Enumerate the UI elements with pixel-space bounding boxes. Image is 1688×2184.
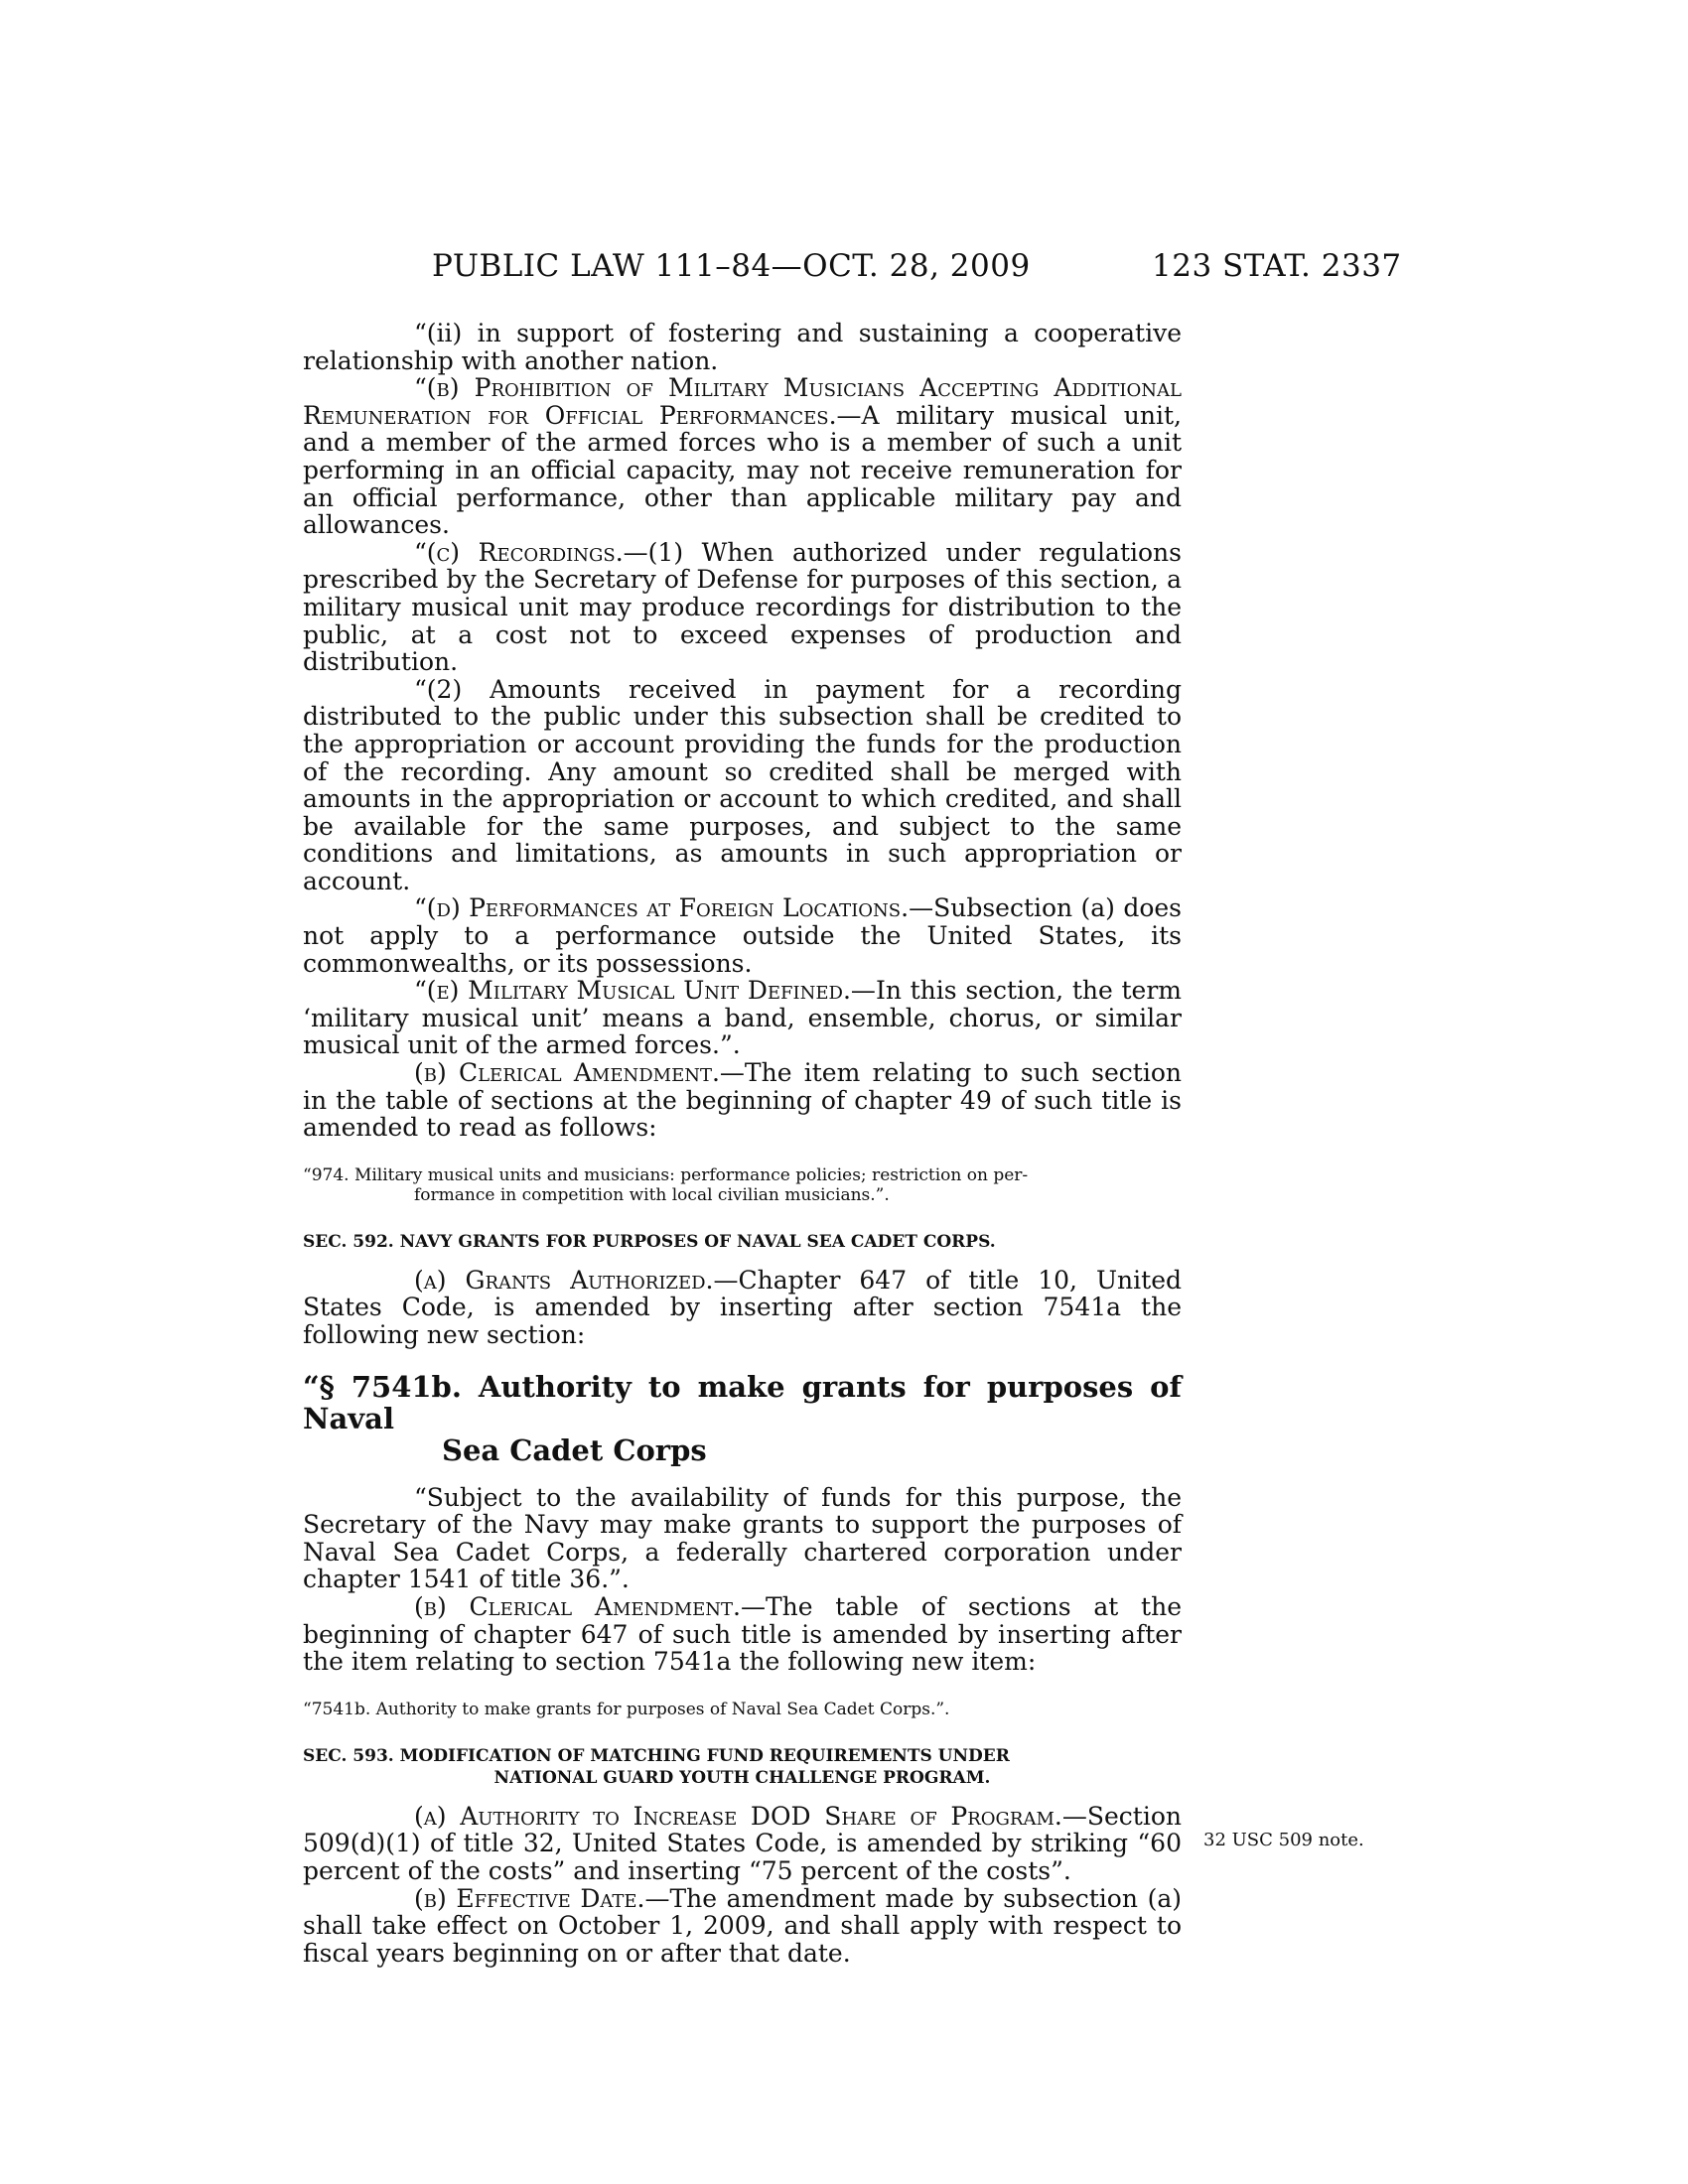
section-7541b-heading — [303, 1371, 1182, 1466]
paragraph-592-b — [303, 1593, 1182, 1676]
table-item-line: formance in competition with local civilian musicians.”. — [414, 1184, 890, 1205]
subsection-heading: (b) Clerical Amendment.— — [414, 1058, 745, 1088]
paragraph-593-a — [303, 1803, 1182, 1885]
subsection-heading: (a) Authority to Increase DOD Share of Program.— — [414, 1801, 1087, 1831]
section-heading-line: “§ 7541b. Authority to make grants for purposes of Naval — [303, 1369, 1182, 1435]
paragraph-b-clerical — [303, 1059, 1182, 1142]
subsection-heading: (b) Effective Date.— — [414, 1883, 670, 1913]
subsection-heading: “(e) Military Musical Unit Defined.— — [414, 976, 876, 1006]
subsection-text: (1) When authorized under regulations prescribed by the Secretary of Defense for purposes of this section, a military musical unit may produce recordings for distribution to the public, at a cost not to exceed expenses of production and distribution. — [303, 537, 1182, 677]
subsection-text: The table of sections at the beginning of chapter 647 of such title is amended by inserting after the item relating to section 7541a the following new item: — [303, 1591, 1182, 1677]
paragraph-b-prohibition — [303, 374, 1182, 539]
section-heading-line: Sea Cadet Corps — [442, 1433, 707, 1467]
paragraph-d-foreign — [303, 894, 1182, 977]
margin-note: 32 USC 509 note. — [1203, 1830, 1364, 1850]
subsection-text: Chapter 647 of title 10, United States Code, is amended by inserting after section 7541a the following new section: — [303, 1265, 1182, 1349]
running-header-title: PUBLIC LAW 111–84—OCT. 28, 2009 — [432, 248, 1031, 284]
subsection-heading: (a) Grants Authorized.— — [414, 1265, 739, 1295]
table-item-7541b: “7541b. Authority to make grants for purposes of Naval Sea Cadet Corps.”. — [303, 1699, 950, 1719]
page-body — [303, 320, 1182, 1967]
table-item-974 — [303, 1165, 1182, 1205]
paragraph-c2: “(2) Amounts received in payment for a recording distributed to the public under this subsection shall be credited to the appropriation or account providing the funds for the production of the recording. Any amount so credited shall be merged with amounts in the appropriation or account to which credited, and shall be available for the same purposes, and subject to the same conditions and limitations, as amounts in such appropriation or account. — [303, 674, 1182, 895]
section-heading-line: NATIONAL GUARD YOUTH CHALLENGE PROGRAM. — [493, 1767, 991, 1788]
paragraph-592-a — [303, 1267, 1182, 1349]
paragraph-c-recordings — [303, 539, 1182, 676]
subsection-text: Section 509(d)(1) of title 32, United States Code, is amended by striking “60 percent of the costs” and inserting “75 percent of the costs”. — [303, 1801, 1182, 1885]
paragraph-ii: “(ii) in support of fostering and sustaining a cooperative relationship with another nation. — [303, 319, 1182, 375]
subsection-text: The amendment made by subsection (a) shall take effect on October 1, 2009, and shall apply with respect to fiscal years beginning on or after that date. — [303, 1883, 1182, 1968]
paragraph-7541b-text: “Subject to the availability of funds for this purpose, the Secretary of the Navy may make grants to support the purposes of Naval Sea Cadet Corps, a federally chartered corporation under chapter 1541 of title 36.”. — [303, 1482, 1182, 1594]
section-592-heading: SEC. 592. NAVY GRANTS FOR PURPOSES OF NAVAL SEA CADET CORPS. — [303, 1231, 996, 1252]
running-header-stat-page: 123 STAT. 2337 — [1152, 248, 1402, 284]
section-heading-line: SEC. 593. MODIFICATION OF MATCHING FUND REQUIREMENTS UNDER — [303, 1745, 1010, 1766]
subsection-heading: (b) Clerical Amendment.— — [414, 1591, 766, 1621]
subsection-heading: “(b) Prohibition of Military Musicians Accepting Additional Remuneration for Official Performances.— — [303, 373, 1182, 430]
paragraph-593-b — [303, 1885, 1182, 1968]
subsection-text: In this section, the term ‘military musical unit’ means a band, ensemble, chorus, or similar musical unit of the armed forces.”. — [303, 976, 1182, 1060]
subsection-text: Subsection (a) does not apply to a performance outside the United States, its commonwealths, or its possessions. — [303, 893, 1182, 978]
paragraph-e-defined — [303, 977, 1182, 1059]
subsection-heading: “(d) Performances at Foreign Locations.— — [414, 893, 934, 923]
subsection-heading: “(c) Recordings.— — [414, 537, 648, 567]
subsection-text: The item relating to such section in the table of sections at the beginning of chapter 49 of such title is amended to read as follows: — [303, 1058, 1182, 1143]
subsection-text: A military musical unit, and a member of the armed forces who is a member of such a unit performing in an official capacity, may not receive remuneration for an official performance, other than applicable military pay and allowances. — [303, 400, 1183, 540]
section-593-heading — [303, 1745, 1182, 1789]
table-item-line: “974. Military musical units and musicians: performance policies; restriction on per- — [303, 1164, 1029, 1185]
